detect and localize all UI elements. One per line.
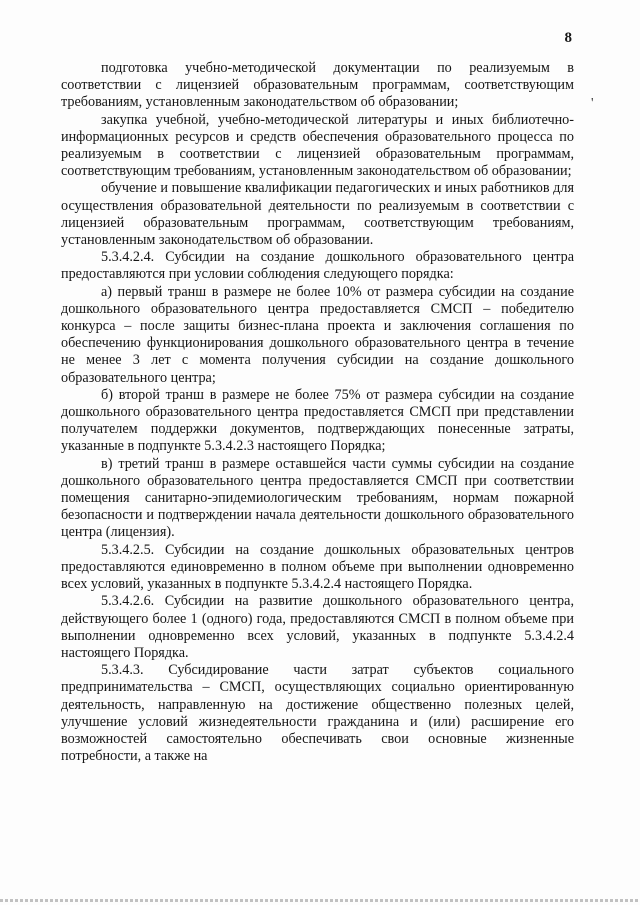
document-body (61, 60, 574, 765)
paragraph: 5.3.4.2.4. Субсидии на создание дошкольного образовательного центра предоставляются при условии соблюдения следующего порядка: (61, 249, 574, 283)
stray-mark: ' (591, 96, 594, 111)
scan-edge-rule (0, 899, 640, 902)
paragraph: 5.3.4.2.5. Субсидии на создание дошкольных образовательных центров предоставляются единовременно в полном объеме при выполнении одновременно всех условий, указанных в подпункте 5.3.4.2.4 настоящего Порядка. (61, 541, 574, 593)
paragraph: б) второй транш в размере не более 75% от размера субсидии на создание дошкольного образовательного центра предоставляется СМСП при представлении получателем поддержки документов, подтверждающих понесенные затраты, указанные в подпункте 5.3.4.2.3 настоящего Порядка; (61, 386, 574, 455)
paragraph: а) первый транш в размере не более 10% от размера субсидии на создание дошкольного образовательного центра предоставляется СМСП – победителю конкурса – после защиты бизнес-плана проекта и заключения соглашения по обеспечению функционирования дошкольного образовательного центра в течение не менее 3 лет с момента получения субсидии на создание дошкольного образовательного центра; (61, 283, 574, 386)
paragraph: в) третий транш в размере оставшейся части суммы субсидии на создание дошкольного образовательного центра предоставляется СМСП при соответствии помещения санитарно-эпидемиологическим требованиям, нормам пожарной безопасности и подтверждении начала деятельности дошкольного образовательного центра (лицензия). (61, 455, 574, 541)
paragraph: 5.3.4.3. Субсидирование части затрат субъектов социального предпринимательства – СМСП, осуществляющих социально ориентированную деятельность, направленную на достижение общественно полезных целей, улучшение условий жизнедеятельности гражданина и (или) расширение его возможностей самостоятельно обеспечивать свои основные жизненные потребности, а также на (61, 662, 574, 765)
paragraph: закупка учебной, учебно-методической литературы и иных библиотечно-информационных ресурсов и средств обеспечения образовательного процесса по реализуемым в соответствии с лицензией образовательным программам, соответствующим требованиям, установленным законодательством об образовании; (61, 111, 574, 180)
paragraph: 5.3.4.2.6. Субсидии на развитие дошкольного образовательного центра, действующего более 1 (одного) года, предоставляются СМСП в полном объеме при выполнении одновременно всех условий, указанных в подпункте 5.3.4.2.4 настоящего Порядка. (61, 593, 574, 661)
page-number: 8 (564, 30, 572, 46)
paragraph: подготовка учебно-методической документации по реализуемым в соответствии с лицензией образовательным программам, соответствующим требованиям, установленным законодательством об образовании; (61, 60, 574, 111)
paragraph: обучение и повышение квалификации педагогических и иных работников для осуществления образовательной деятельности по реализуемым в соответствии с лицензией образовательным программам, соответствующим требованиям, установленным законодательством об образовании. (61, 180, 574, 249)
